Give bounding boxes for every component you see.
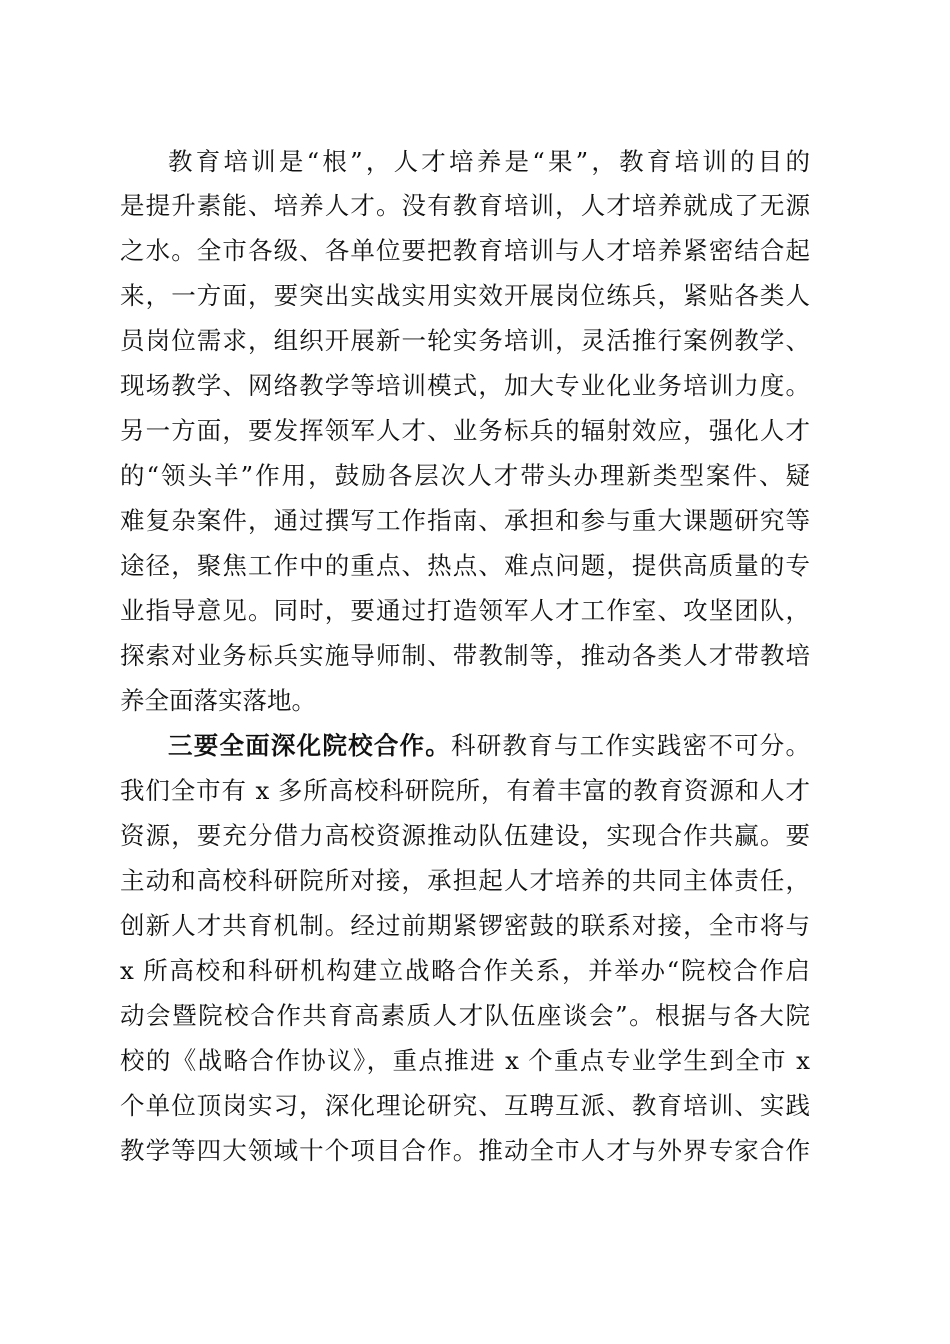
text-line: x 所高校和科研机构建立战略合作关系，并举办“院校合作启: [120, 956, 810, 985]
text-line: 是提升素能、培养人才。没有教育培训，人才培养就成了无源: [120, 191, 810, 220]
text-line: 养全面落实落地。: [120, 686, 316, 715]
text-line: 另一方面，要发挥领军人才、业务标兵的辐射效应，强化人才: [120, 416, 810, 445]
text-line: 创新人才共育机制。经过前期紧锣密鼓的联系对接，全市将与: [120, 911, 810, 940]
text-line: 个单位顶岗实习，深化理论研究、互聘互派、教育培训、实践: [120, 1091, 810, 1120]
text-line: 教育培训是“根”，人才培养是“果”，教育培训的目的: [168, 147, 810, 176]
text-line: 难复杂案件，通过撰写工作指南、承担和参与重大课题研究等: [120, 506, 810, 535]
text-line: 动会暨院校合作共育高素质人才队伍座谈会”。根据与各大院: [120, 1001, 810, 1030]
text-line: 员岗位需求，组织开展新一轮实务培训，灵活推行案例教学、: [120, 326, 810, 355]
text-line: 之水。全市各级、各单位要把教育培训与人才培养紧密结合起: [120, 236, 810, 265]
text-line: 探索对业务标兵实施导师制、带教制等，推动各类人才带教培: [120, 641, 810, 670]
text-line: 教学等四大领域十个项目合作。推动全市人才与外界专家合作: [120, 1136, 810, 1165]
text-line: 校的《战略合作协议》，重点推进 x 个重点专业学生到全市 x: [120, 1046, 810, 1075]
text-line: 业指导意见。同时，要通过打造领军人才工作室、攻坚团队，: [120, 596, 810, 625]
text-span: 科研教育与工作实践密不可分。: [451, 731, 811, 760]
text-line-with-heading: [168, 724, 810, 768]
section-heading: 三要全面深化院校合作。: [168, 731, 452, 760]
text-line: 来，一方面，要突出实战实用实效开展岗位练兵，紧贴各类人: [120, 281, 810, 310]
text-line: 途径，聚焦工作中的重点、热点、难点问题，提供高质量的专: [120, 551, 810, 580]
text-line: 资源，要充分借力高校资源推动队伍建设，实现合作共赢。要: [120, 821, 810, 850]
text-line: 现场教学、网络教学等培训模式，加大专业化业务培训力度。: [120, 371, 810, 400]
text-line: 我们全市有 x 多所高校科研院所，有着丰富的教育资源和人才: [120, 776, 810, 805]
text-line: 的“领头羊”作用，鼓励各层次人才带头办理新类型案件、疑: [120, 461, 810, 490]
text-line: 主动和高校科研院所对接，承担起人才培养的共同主体责任，: [120, 866, 810, 895]
